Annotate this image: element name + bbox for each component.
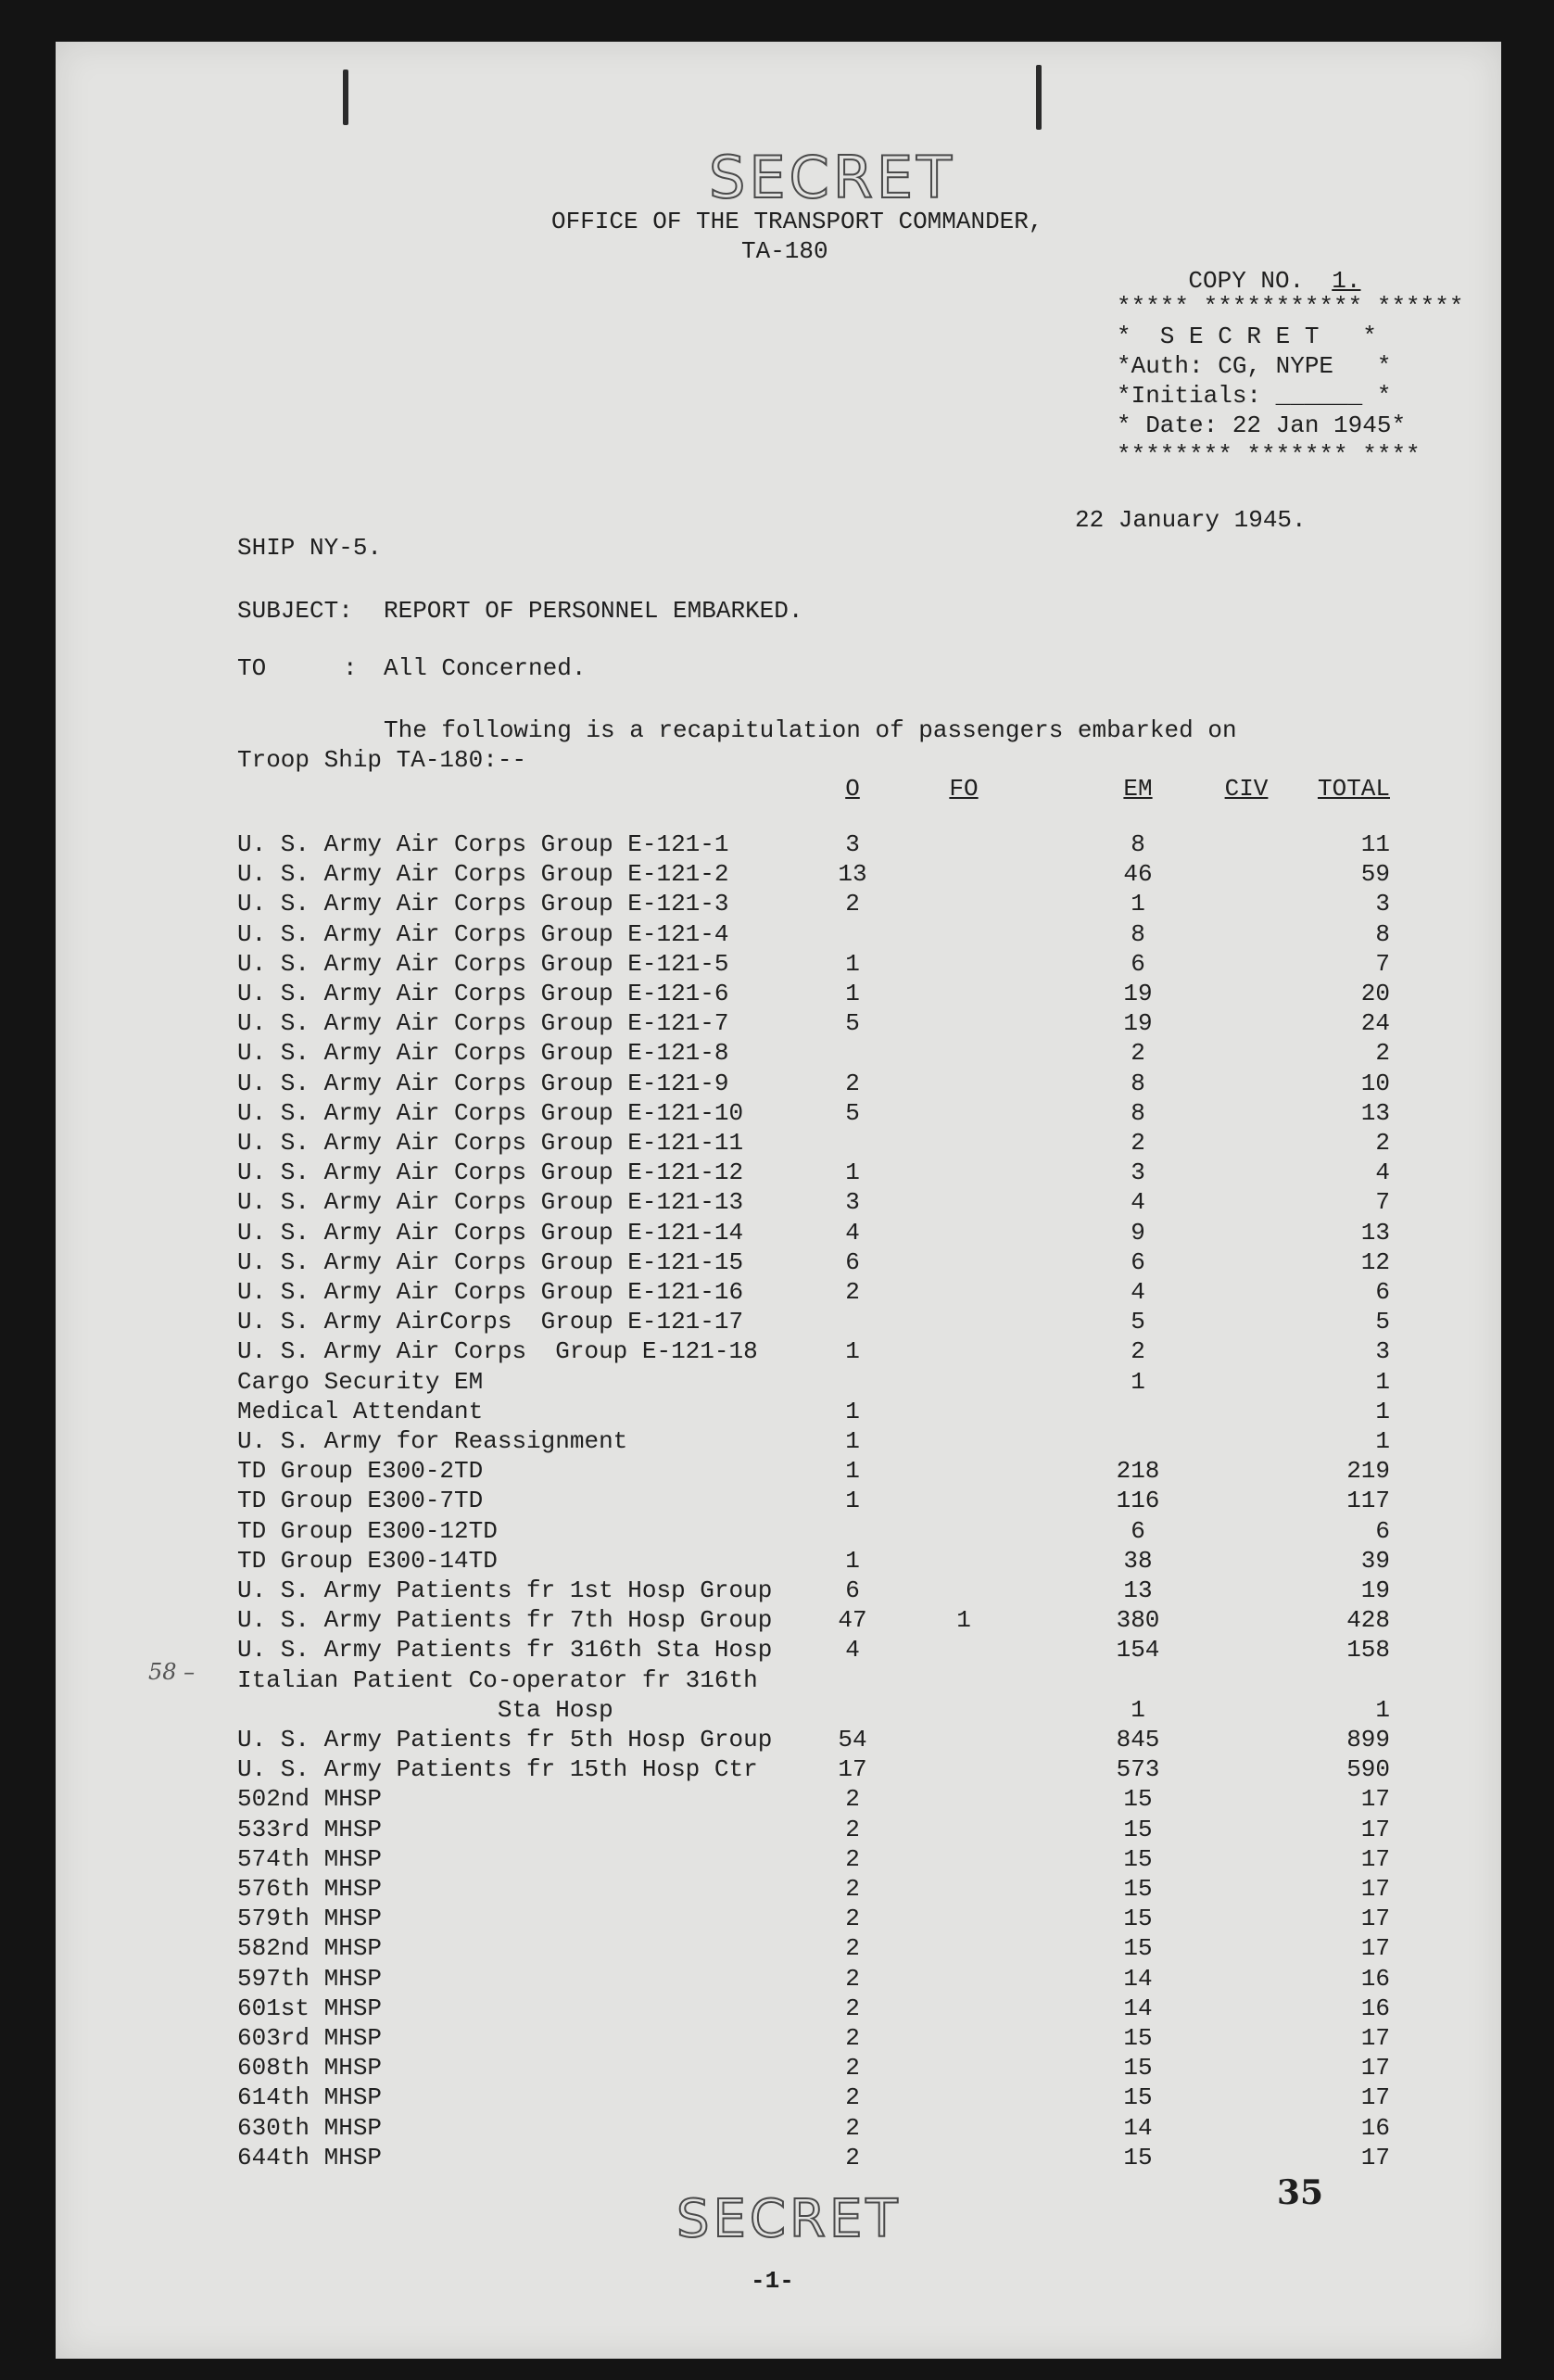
table-row bbox=[56, 2053, 1501, 2082]
row-em: 14 bbox=[1123, 1994, 1153, 2022]
row-total: 6 bbox=[1375, 1278, 1390, 1306]
row-name: TD Group E300-12TD bbox=[237, 1517, 498, 1545]
row-o: 1 bbox=[845, 1487, 860, 1514]
row-name: U. S. Army Air Corps Group E-121-3 bbox=[237, 890, 729, 918]
row-em: 14 bbox=[1123, 1965, 1153, 1993]
table-row bbox=[56, 1516, 1501, 1546]
row-em: 380 bbox=[1116, 1606, 1160, 1634]
row-o: 2 bbox=[845, 1816, 860, 1843]
row-o: 2 bbox=[845, 2144, 860, 2171]
row-name: U. S. Army Patients fr 316th Sta Hosp bbox=[237, 1636, 773, 1664]
ship-designation: SHIP NY-5. bbox=[237, 534, 383, 562]
row-total: 158 bbox=[1346, 1636, 1390, 1664]
row-em: 154 bbox=[1116, 1636, 1160, 1664]
column-header-o: O bbox=[845, 775, 860, 803]
row-total: 1 bbox=[1375, 1368, 1390, 1396]
row-em: 4 bbox=[1131, 1278, 1145, 1306]
row-o: 2 bbox=[845, 2114, 860, 2142]
table-row bbox=[56, 1844, 1501, 1874]
row-o: 1 bbox=[845, 950, 860, 978]
table-row bbox=[56, 1098, 1501, 1128]
row-name: U. S. Army Patients fr 7th Hosp Group bbox=[237, 1606, 773, 1634]
table-row bbox=[56, 1187, 1501, 1217]
classification-line-4: * Date: 22 Jan 1945* bbox=[1117, 411, 1407, 439]
table-row bbox=[56, 1546, 1501, 1576]
row-em: 15 bbox=[1123, 1785, 1153, 1813]
page-number: -1- bbox=[751, 2267, 794, 2295]
row-o: 2 bbox=[845, 1845, 860, 1873]
row-name: TD Group E300-14TD bbox=[237, 1547, 498, 1575]
row-o: 17 bbox=[838, 1755, 867, 1783]
table-row bbox=[56, 1486, 1501, 1515]
row-o: 1 bbox=[845, 1158, 860, 1186]
table-row bbox=[56, 859, 1501, 889]
row-total: 11 bbox=[1360, 830, 1390, 858]
row-o: 2 bbox=[845, 1785, 860, 1813]
table-row bbox=[56, 1218, 1501, 1247]
row-em: 38 bbox=[1123, 1547, 1153, 1575]
row-name: U. S. Army Air Corps Group E-121-8 bbox=[237, 1039, 729, 1067]
row-o: 54 bbox=[838, 1726, 867, 1753]
table-row bbox=[56, 1397, 1501, 1426]
row-em: 5 bbox=[1131, 1308, 1145, 1336]
row-total: 5 bbox=[1375, 1308, 1390, 1336]
row-total: 12 bbox=[1360, 1248, 1390, 1276]
office-line-2: TA-180 bbox=[741, 237, 828, 265]
row-name: U. S. Army Patients fr 15th Hosp Ctr bbox=[237, 1755, 758, 1783]
table-row bbox=[56, 949, 1501, 979]
copy-number: 1. bbox=[1332, 267, 1361, 295]
table-row bbox=[56, 1904, 1501, 1933]
row-em: 8 bbox=[1131, 1070, 1145, 1097]
row-o: 2 bbox=[845, 1875, 860, 1903]
table-row bbox=[56, 1426, 1501, 1456]
row-total: 10 bbox=[1360, 1070, 1390, 1097]
to-label: TO bbox=[237, 654, 267, 682]
table-row bbox=[56, 1069, 1501, 1098]
document-page bbox=[56, 42, 1501, 2359]
table-row bbox=[56, 1695, 1501, 1725]
row-total: 19 bbox=[1360, 1576, 1390, 1604]
row-total: 13 bbox=[1360, 1219, 1390, 1247]
row-name: 533rd MHSP bbox=[237, 1816, 383, 1843]
row-name: U. S. Army Air Corps Group E-121-4 bbox=[237, 920, 729, 948]
row-name: Sta Hosp bbox=[237, 1696, 613, 1724]
row-total: 16 bbox=[1360, 1994, 1390, 2022]
staple-mark bbox=[1036, 65, 1042, 130]
table-row bbox=[56, 1754, 1501, 1784]
row-name: U. S. Army Air Corps Group E-121-1 bbox=[237, 830, 729, 858]
row-em: 3 bbox=[1131, 1158, 1145, 1186]
table-row bbox=[56, 1635, 1501, 1665]
row-total: 2 bbox=[1375, 1039, 1390, 1067]
row-em: 8 bbox=[1131, 830, 1145, 858]
intro-line-2: Troop Ship TA-180:-- bbox=[237, 746, 527, 774]
row-total: 17 bbox=[1360, 1845, 1390, 1873]
row-name: U. S. Army Air Corps Group E-121-15 bbox=[237, 1248, 744, 1276]
row-total: 7 bbox=[1375, 1188, 1390, 1216]
row-name: 597th MHSP bbox=[237, 1965, 383, 1993]
row-total: 17 bbox=[1360, 2054, 1390, 2082]
row-em: 2 bbox=[1131, 1337, 1145, 1365]
row-total: 590 bbox=[1346, 1755, 1390, 1783]
row-o: 2 bbox=[845, 1994, 860, 2022]
row-name: U. S. Army Air Corps Group E-121-7 bbox=[237, 1009, 729, 1037]
row-name: 582nd MHSP bbox=[237, 1934, 383, 1962]
row-name: 601st MHSP bbox=[237, 1994, 383, 2022]
row-o: 2 bbox=[845, 1278, 860, 1306]
row-o: 1 bbox=[845, 1547, 860, 1575]
subject-label: SUBJECT: bbox=[237, 597, 353, 625]
row-total: 20 bbox=[1360, 980, 1390, 1007]
row-o: 2 bbox=[845, 2083, 860, 2111]
row-name: Italian Patient Co-operator fr 316th bbox=[237, 1666, 758, 1694]
table-row bbox=[56, 1784, 1501, 1814]
row-name: Medical Attendant bbox=[237, 1398, 484, 1425]
row-o: 2 bbox=[845, 890, 860, 918]
row-name: 576th MHSP bbox=[237, 1875, 383, 1903]
row-o: 4 bbox=[845, 1636, 860, 1664]
row-o: 1 bbox=[845, 980, 860, 1007]
table-row bbox=[56, 1933, 1501, 1963]
table-row bbox=[56, 1605, 1501, 1635]
row-name: U. S. Army for Reassignment bbox=[237, 1427, 628, 1455]
table-row bbox=[56, 1964, 1501, 1994]
row-name: U. S. Army Patients fr 5th Hosp Group bbox=[237, 1726, 773, 1753]
row-total: 17 bbox=[1360, 1934, 1390, 1962]
row-o: 6 bbox=[845, 1248, 860, 1276]
classification-border-bottom: ******** ******* **** bbox=[1117, 441, 1421, 469]
table-row bbox=[56, 2023, 1501, 2053]
row-total: 8 bbox=[1375, 920, 1390, 948]
row-o: 1 bbox=[845, 1337, 860, 1365]
column-headers bbox=[56, 774, 1501, 804]
table-row bbox=[56, 1008, 1501, 1038]
row-o: 13 bbox=[838, 860, 867, 888]
row-name: U. S. Army Air Corps Group E-121-10 bbox=[237, 1099, 744, 1127]
row-o: 2 bbox=[845, 1934, 860, 1962]
table-row bbox=[56, 1665, 1501, 1695]
row-o: 2 bbox=[845, 1070, 860, 1097]
row-name: 630th MHSP bbox=[237, 2114, 383, 2142]
row-name: U. S. Army Air Corps Group E-121-9 bbox=[237, 1070, 729, 1097]
row-name: U. S. Army Air Corps Group E-121-5 bbox=[237, 950, 729, 978]
row-total: 17 bbox=[1360, 1785, 1390, 1813]
row-name: U. S. Army Air Corps Group E-121-2 bbox=[237, 860, 729, 888]
table-row bbox=[56, 1456, 1501, 1486]
row-o: 5 bbox=[845, 1009, 860, 1037]
row-em: 6 bbox=[1131, 1248, 1145, 1276]
row-em: 8 bbox=[1131, 920, 1145, 948]
row-em: 573 bbox=[1116, 1755, 1160, 1783]
row-total: 16 bbox=[1360, 1965, 1390, 1993]
row-o: 3 bbox=[845, 1188, 860, 1216]
row-em: 19 bbox=[1123, 1009, 1153, 1037]
row-name: TD Group E300-2TD bbox=[237, 1457, 484, 1485]
row-total: 24 bbox=[1360, 1009, 1390, 1037]
table-row bbox=[56, 919, 1501, 949]
row-total: 1 bbox=[1375, 1696, 1390, 1724]
row-total: 17 bbox=[1360, 2083, 1390, 2111]
row-name: U. S. Army Air Corps Group E-121-13 bbox=[237, 1188, 744, 1216]
row-name: 644th MHSP bbox=[237, 2144, 383, 2171]
row-total: 899 bbox=[1346, 1726, 1390, 1753]
row-name: 574th MHSP bbox=[237, 1845, 383, 1873]
row-em: 15 bbox=[1123, 1934, 1153, 1962]
row-total: 6 bbox=[1375, 1517, 1390, 1545]
row-em: 15 bbox=[1123, 1905, 1153, 1932]
table-row bbox=[56, 889, 1501, 918]
table-row bbox=[56, 1725, 1501, 1754]
row-em: 2 bbox=[1131, 1039, 1145, 1067]
row-em: 1 bbox=[1131, 1368, 1145, 1396]
row-o: 2 bbox=[845, 2054, 860, 2082]
row-em: 218 bbox=[1116, 1457, 1160, 1485]
row-em: 2 bbox=[1131, 1129, 1145, 1157]
row-name: U. S. Army Air Corps Group E-121-16 bbox=[237, 1278, 744, 1306]
row-name: U. S. Army Air Corps Group E-121-11 bbox=[237, 1129, 744, 1157]
row-name: U. S. Army Air Corps Group E-121-6 bbox=[237, 980, 729, 1007]
row-name: U. S. Army Air Corps Group E-121-14 bbox=[237, 1219, 744, 1247]
row-name: 608th MHSP bbox=[237, 2054, 383, 2082]
row-em: 14 bbox=[1123, 2114, 1153, 2142]
column-header-civ: CIV bbox=[1224, 775, 1269, 803]
secret-stamp-top: SECRET bbox=[709, 144, 955, 211]
table-row bbox=[56, 1307, 1501, 1336]
row-fo: 1 bbox=[956, 1606, 971, 1634]
row-em: 1 bbox=[1131, 890, 1145, 918]
row-o: 6 bbox=[845, 1576, 860, 1604]
row-em: 15 bbox=[1123, 2144, 1153, 2171]
row-em: 15 bbox=[1123, 2054, 1153, 2082]
row-total: 3 bbox=[1375, 890, 1390, 918]
to-colon: : bbox=[343, 654, 358, 682]
row-o: 47 bbox=[838, 1606, 867, 1634]
row-name: U. S. Army Air Corps Group E-121-18 bbox=[237, 1337, 758, 1365]
table-row bbox=[56, 1367, 1501, 1397]
row-name: 502nd MHSP bbox=[237, 1785, 383, 1813]
row-em: 6 bbox=[1131, 1517, 1145, 1545]
column-header-total: TOTAL bbox=[1317, 775, 1390, 803]
row-o: 5 bbox=[845, 1099, 860, 1127]
table-row bbox=[56, 1128, 1501, 1158]
row-em: 15 bbox=[1123, 2083, 1153, 2111]
row-total: 17 bbox=[1360, 1875, 1390, 1903]
table-row bbox=[56, 979, 1501, 1008]
row-name: 579th MHSP bbox=[237, 1905, 383, 1932]
table-row bbox=[56, 1336, 1501, 1366]
row-total: 17 bbox=[1360, 1816, 1390, 1843]
row-em: 4 bbox=[1131, 1188, 1145, 1216]
row-total: 219 bbox=[1346, 1457, 1390, 1485]
row-total: 17 bbox=[1360, 2024, 1390, 2052]
row-name: TD Group E300-7TD bbox=[237, 1487, 484, 1514]
row-o: 1 bbox=[845, 1457, 860, 1485]
intro-line-1: The following is a recapitulation of passengers embarked on bbox=[384, 716, 1237, 744]
row-em: 46 bbox=[1123, 860, 1153, 888]
row-total: 17 bbox=[1360, 2144, 1390, 2171]
row-name: U. S. Army AirCorps Group E-121-17 bbox=[237, 1308, 744, 1336]
row-total: 39 bbox=[1360, 1547, 1390, 1575]
table-row bbox=[56, 1576, 1501, 1605]
row-name: U. S. Army Air Corps Group E-121-12 bbox=[237, 1158, 744, 1186]
row-total: 117 bbox=[1346, 1487, 1390, 1514]
row-em: 1 bbox=[1131, 1696, 1145, 1724]
row-em: 15 bbox=[1123, 1816, 1153, 1843]
row-o: 1 bbox=[845, 1398, 860, 1425]
row-em: 8 bbox=[1131, 1099, 1145, 1127]
table-row bbox=[56, 2143, 1501, 2172]
row-total: 428 bbox=[1346, 1606, 1390, 1634]
row-o: 2 bbox=[845, 2024, 860, 2052]
subject-text: REPORT OF PERSONNEL EMBARKED. bbox=[384, 597, 803, 625]
margin-note: 58 – bbox=[148, 1659, 196, 1685]
row-em: 13 bbox=[1123, 1576, 1153, 1604]
to-text: All Concerned. bbox=[384, 654, 587, 682]
table-row bbox=[56, 1874, 1501, 1904]
row-em: 6 bbox=[1131, 950, 1145, 978]
row-em: 845 bbox=[1116, 1726, 1160, 1753]
document-date: 22 January 1945. bbox=[1075, 506, 1307, 534]
staple-mark bbox=[343, 70, 348, 125]
classification-line-2: *Auth: CG, NYPE * bbox=[1117, 352, 1392, 380]
table-row bbox=[56, 1247, 1501, 1277]
row-total: 16 bbox=[1360, 2114, 1390, 2142]
table-row bbox=[56, 2082, 1501, 2112]
row-total: 1 bbox=[1375, 1427, 1390, 1455]
row-name: 614th MHSP bbox=[237, 2083, 383, 2111]
row-total: 59 bbox=[1360, 860, 1390, 888]
office-line-1: OFFICE OF THE TRANSPORT COMMANDER, bbox=[551, 208, 1043, 235]
row-total: 17 bbox=[1360, 1905, 1390, 1932]
row-em: 19 bbox=[1123, 980, 1153, 1007]
secret-stamp-bottom: SECRET bbox=[676, 2189, 902, 2249]
row-name: Cargo Security EM bbox=[237, 1368, 484, 1396]
table-row bbox=[56, 829, 1501, 859]
column-header-fo: FO bbox=[949, 775, 979, 803]
row-o: 2 bbox=[845, 1905, 860, 1932]
row-em: 15 bbox=[1123, 2024, 1153, 2052]
row-name: U. S. Army Patients fr 1st Hosp Group bbox=[237, 1576, 773, 1604]
row-em: 116 bbox=[1116, 1487, 1160, 1514]
row-total: 4 bbox=[1375, 1158, 1390, 1186]
table-row bbox=[56, 2113, 1501, 2143]
row-name: 603rd MHSP bbox=[237, 2024, 383, 2052]
table-row bbox=[56, 1277, 1501, 1307]
row-em: 9 bbox=[1131, 1219, 1145, 1247]
table-row bbox=[56, 1815, 1501, 1844]
row-total: 2 bbox=[1375, 1129, 1390, 1157]
column-header-em: EM bbox=[1123, 775, 1153, 803]
table-row bbox=[56, 1158, 1501, 1187]
row-o: 4 bbox=[845, 1219, 860, 1247]
copy-label: COPY NO. bbox=[1188, 267, 1305, 295]
row-o: 3 bbox=[845, 830, 860, 858]
row-em: 15 bbox=[1123, 1875, 1153, 1903]
row-o: 1 bbox=[845, 1427, 860, 1455]
row-em: 15 bbox=[1123, 1845, 1153, 1873]
classification-line-1: * S E C R E T * bbox=[1117, 323, 1377, 350]
classification-border-top: ***** *********** ****** bbox=[1117, 293, 1464, 321]
row-o: 2 bbox=[845, 1965, 860, 1993]
table-row bbox=[56, 1038, 1501, 1068]
row-total: 3 bbox=[1375, 1337, 1390, 1365]
page-stamp-number: 35 bbox=[1277, 2173, 1324, 2212]
row-total: 13 bbox=[1360, 1099, 1390, 1127]
row-total: 1 bbox=[1375, 1398, 1390, 1425]
row-total: 7 bbox=[1375, 950, 1390, 978]
table-row bbox=[56, 1994, 1501, 2023]
classification-line-3: *Initials: ______ * bbox=[1117, 382, 1392, 410]
